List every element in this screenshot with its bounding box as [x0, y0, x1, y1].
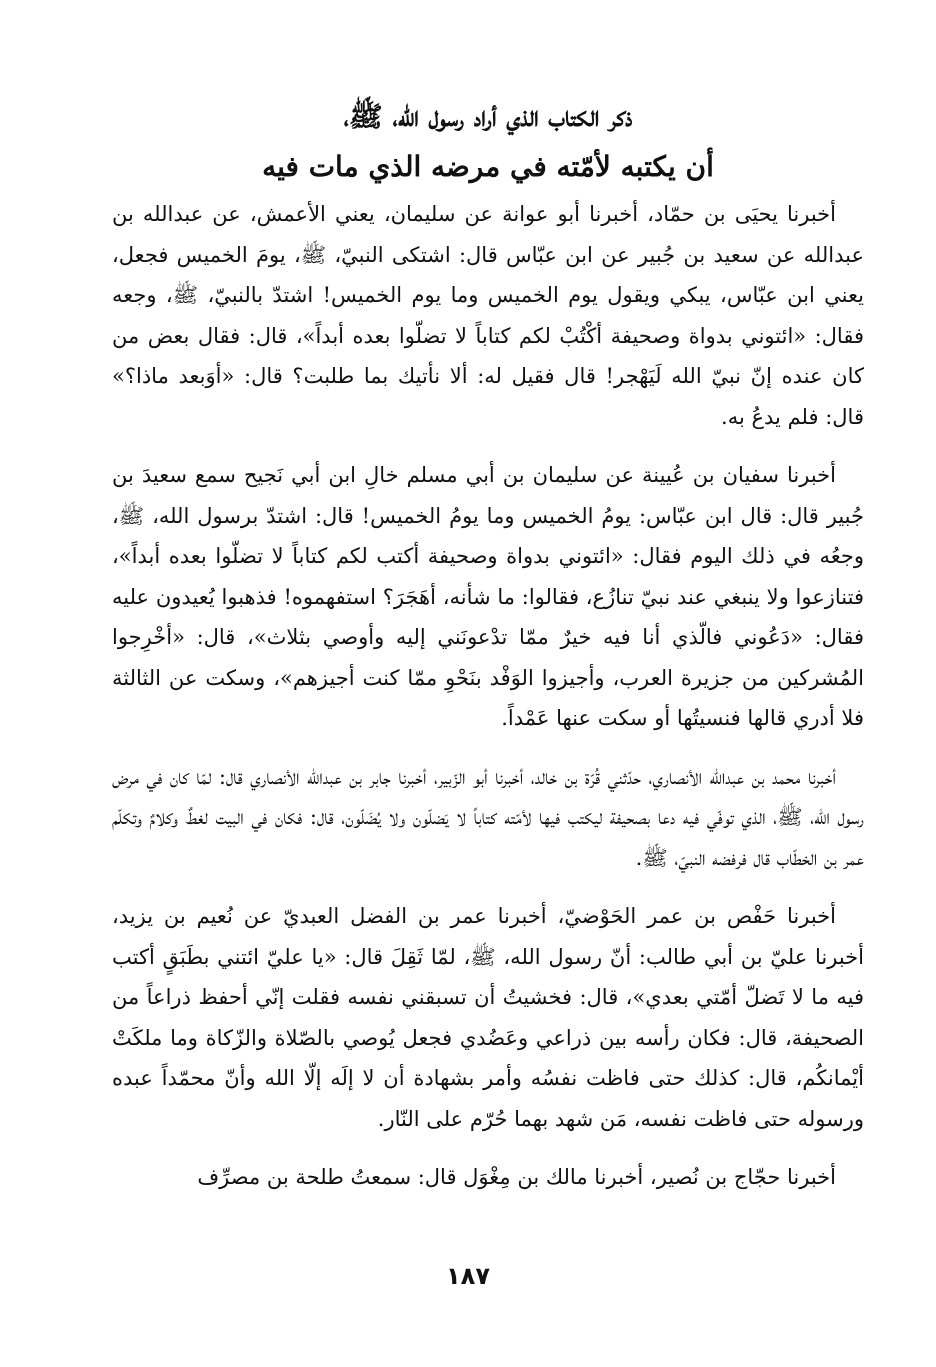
paragraph-2: أخبرنا سفيان بن عُيينة عن سليمان بن أبي مسلم خالِ ابن أبي نَجيح سمع سعيدَ بن جُبير قال: قال ابن عبّاس: يومُ الخميس وما يومُ الخميس! قال: اشتدّ برسول الله، ﷺ، وجعُه في ذلك اليوم فقال: «ائتوني بدواة وصحيفة أكتب لكم كتاباً لا تضلّوا بعده أبداً»، فتنازعوا ولا ينبغي عند نبيّ تنازُع، فقالوا: ما شأنه، أهَجَرَ؟ استفهموه! فذهبوا يُعيدون عليه فقال: «دَعُوني فالّذي أنا فيه خيرٌ ممّا تدْعونَني إليه وأوصي بثلاث»، قال: «أخْرِجوا المُشركين من جزيرة العرب، وأجيزوا الوَفْد بنَحْوِ ممّا كنت أجيزهم»، وسكت عن الثالثة فلا أدري قالها فنسيتُها أو سكت عنها عَمْداً.: [112, 463, 864, 730]
document-page: [112, 92, 864, 1216]
page-number: ١٨٧: [446, 1262, 490, 1290]
paragraph-3: أخبرنا محمد بن عبدالله الأنصاري، حدّثني قُرّة بن خالد، أخبرنا أبو الزّبير، أخبرنا جابر بن عبدالله الأنصاري قال: لمّا كان في مرض رسول الله، ﷺ، الذي توفّي فيه دعا بصحيفة ليكتب فيها لأمّته كتاباً لا يَضلّون ولا يُضَلّون، قال: فكان في البيت لغطٌ وكلامٌ وتكلّم عمر بن الخطّاب قال فرفضه النبيّ، ﷺ.: [112, 764, 864, 870]
paragraph-1: أخبرنا يحيَى بن حمّاد، أخبرنا أبو عوانة عن سليمان، يعني الأعمش، عن عبدالله بن عبدالله عن سعيد بن جُبير عن ابن عبّاس قال: اشتكى النبيّ، ﷺ، يومَ الخميس فجعل، يعني ابن عبّاس، يبكي ويقول يوم الخميس وما يوم الخميس! اشتدّ بالنبيّ، ﷺ، وجعه فقال: «ائتوني بدواة وصحيفة أكْتُبْ لكم كتاباً لا تضلّوا بعده أبداً»، قال: فقال بعض من كان عنده إنّ نبيّ الله لَيَهْجر! قال فقيل له: ألا نأتيك بما طلبت؟ قال: «أوَبعد ماذا؟» قال: فلم يدعُ به.: [112, 202, 864, 429]
paragraph-4: أخبرنا حَفْص بن عمر الحَوْضيّ، أخبرنا عمر بن الفضل العبديّ عن نُعيم بن يزيد، أخبرنا عليّ بن أبي طالب: أنّ رسول الله، ﷺ، لمّا ثَقِلَ قال: «يا عليّ ائتني بطَبَقٍ أكتب فيه ما لا تَضلّ أمّتي بعدي»، قال: فخشيتُ أن تسبقني نفسه فقلت إنّي أحفظ ذراعاً من الصحيفة، قال: فكان رأسه بين ذراعي وعَضُدي فجعل يُوصي بالصّلاة والزّكاة وما ملكَتْ أيْمانكُم، قال: كذلك حتى فاظت نفسُه وأمر بشهادة أن لا إلَه إلّا الله وأنّ محمّداً عبده ورسوله حتى فاظت نفسه، مَن شهد بهما حُرّم على النّار.: [112, 904, 864, 1131]
body-text: [112, 194, 864, 1198]
chapter-title-line-2: أن يكتبه لأمّته في مرضه الذي مات فيه: [262, 150, 714, 183]
paragraph-5: أخبرنا حجّاج بن نُصير، أخبرنا مالك بن مِغْوَل قال: سمعتُ طلحة بن مصرِّف: [197, 1165, 836, 1189]
chapter-title-line-1: ذكر الكتاب الذي أراد رسول الله، ﷺ،: [343, 100, 633, 133]
